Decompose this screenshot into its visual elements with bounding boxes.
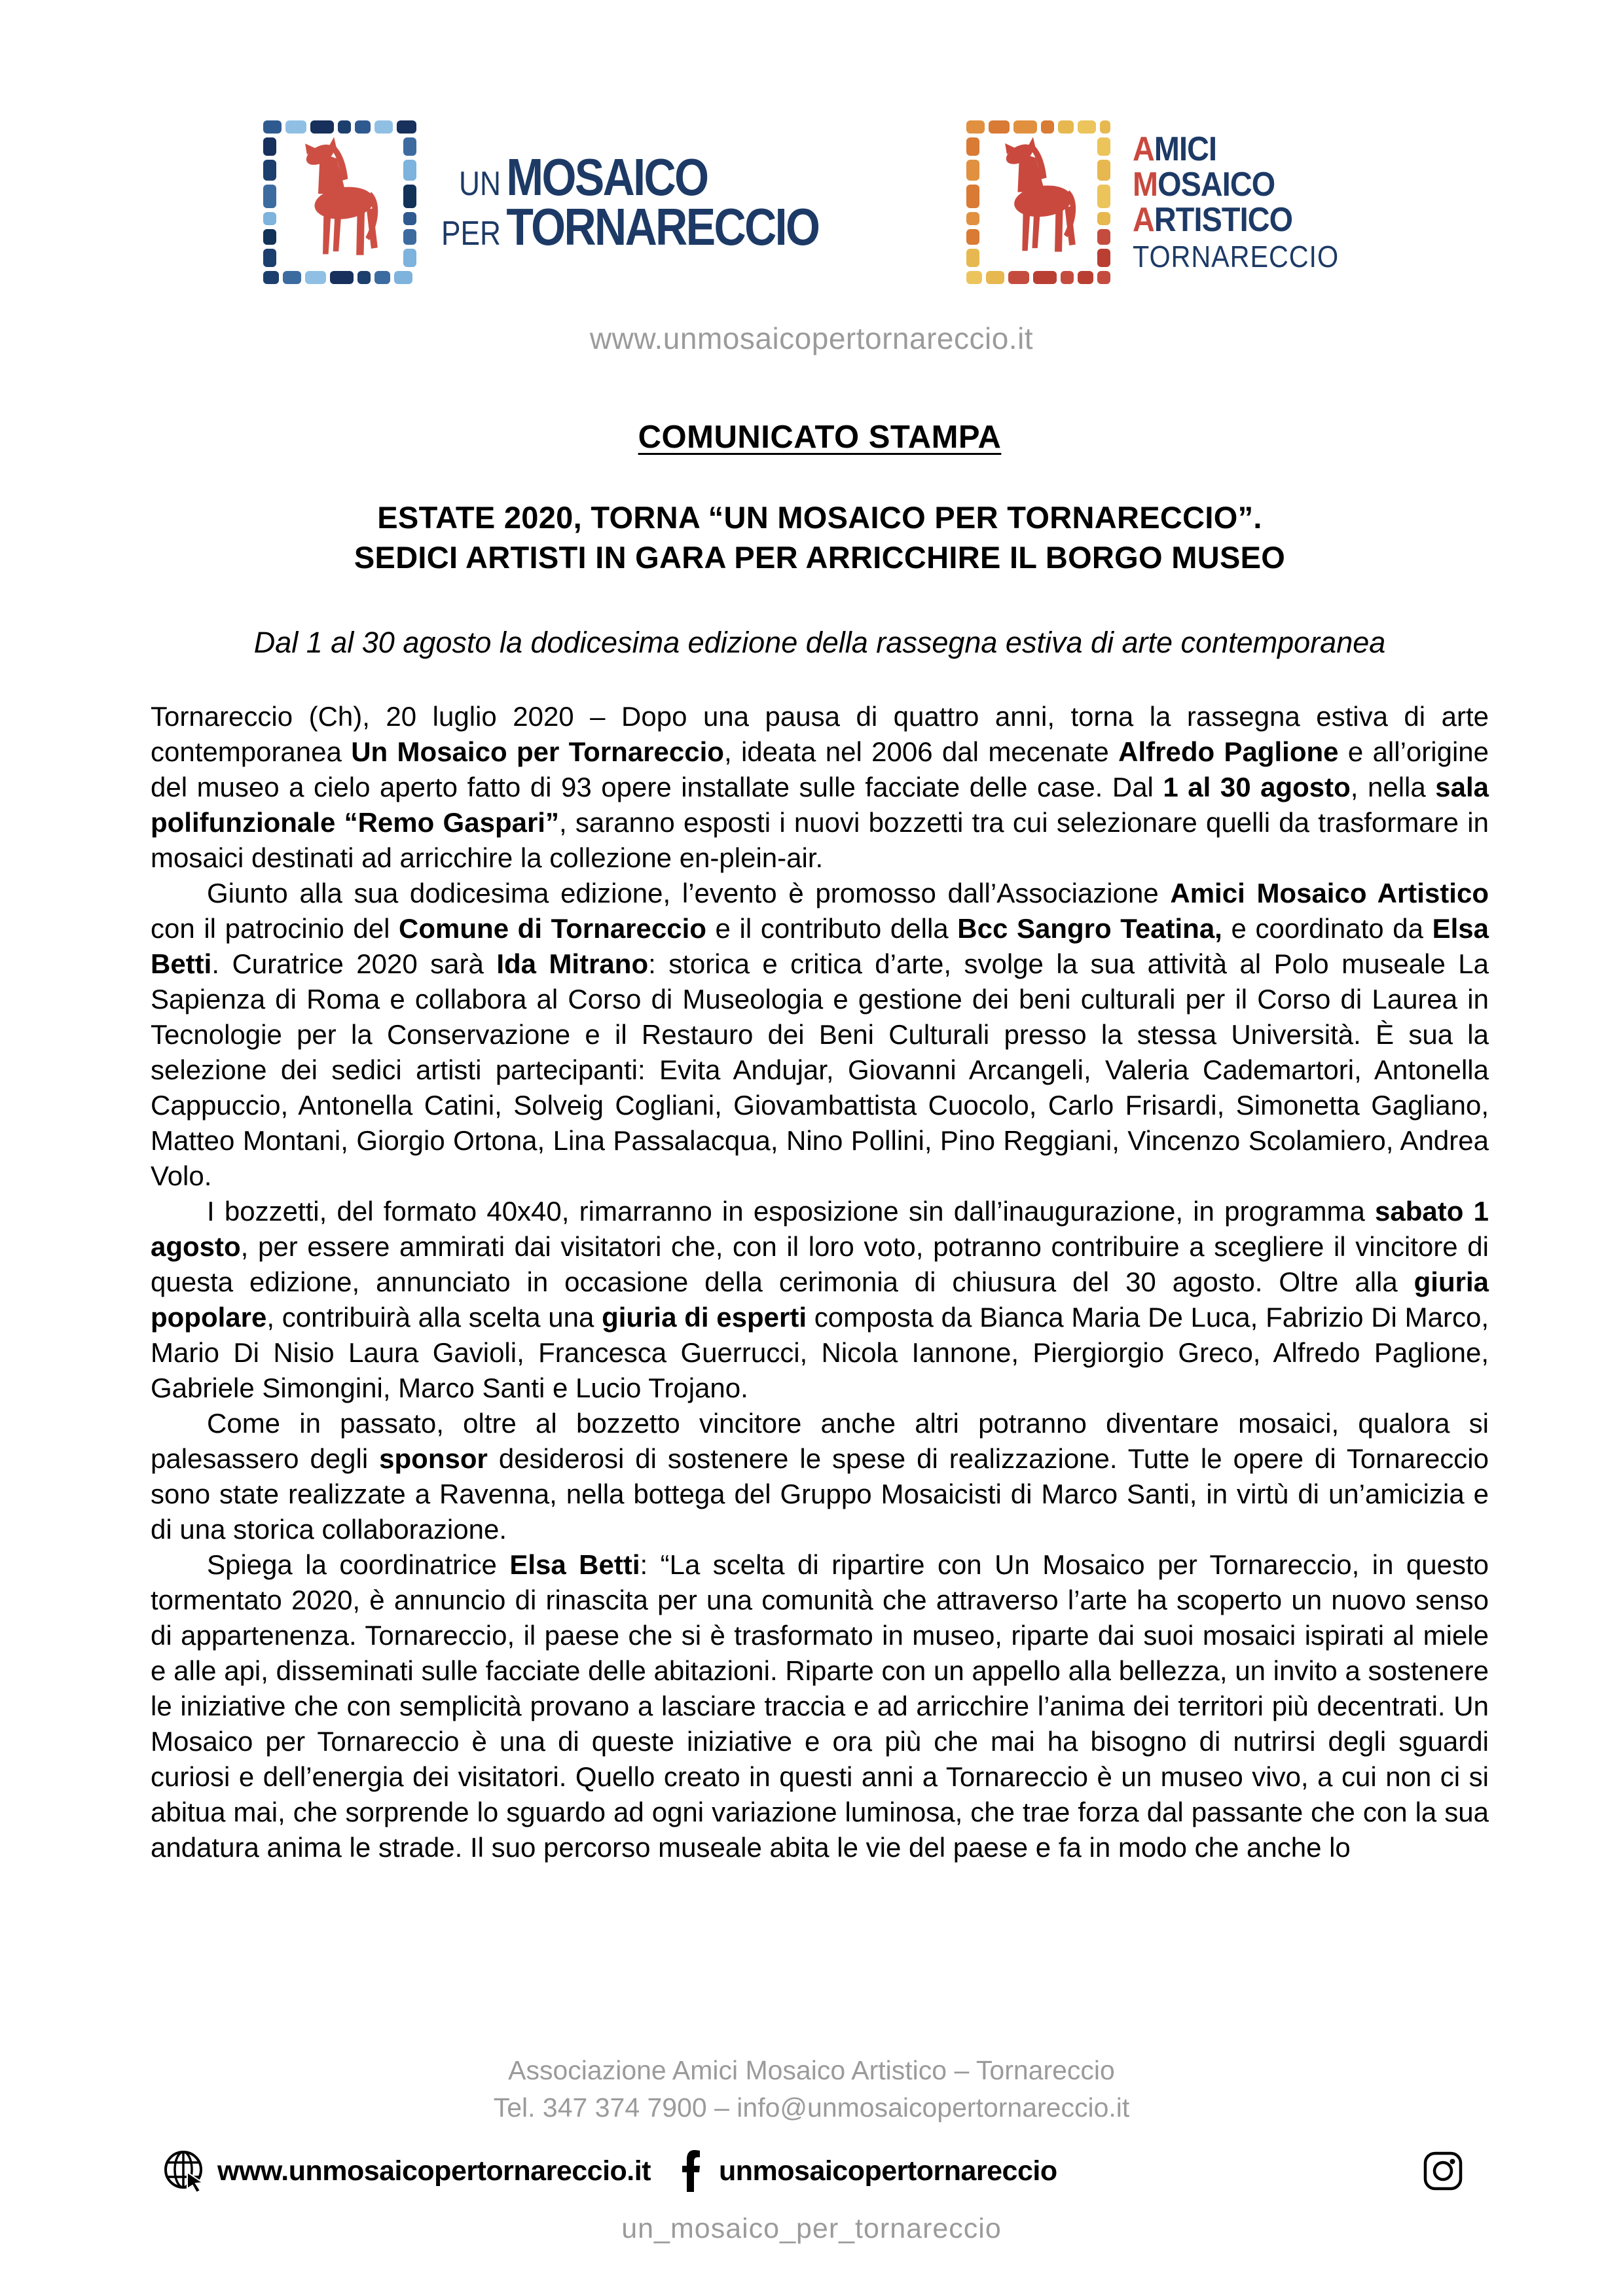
wordmark-un-mosaico xyxy=(441,148,819,256)
paragraph-4: Come in passato, oltre al bozzetto vincitore anche altri potranno diventare mosaici, qualora si palesassero degli sponsor desiderosi di sostenere le spese di realizzazione. Tutte le opere di Tornareccio sono state realizzate a Ravenna, nella bottega del Gruppo Mosaicisti di Marco Santi, in virtù di un’amicizia e di una storica collaborazione. xyxy=(151,1408,1489,1545)
document-content xyxy=(0,419,1623,1865)
ama-rest: OSAICO xyxy=(1158,166,1275,204)
wordmark-per: PER xyxy=(441,215,501,253)
paragraph-3: I bozzetti, del formato 40x40, rimarranno in esposizione sin dall’inaugurazione, in programma sabato 1 agosto, per essere ammirati dai visitatori che, con il loro voto, potranno contribuire a scegliere il vincitore di questa edizione, annunciato in occasione della cerimonia di chiusura del 30 agosto. Oltre alla giuria popolare, contribuirà alla scelta una giuria di esperti composta da Bianca Maria De Luca, Fabrizio Di Marco, Mario Di Nisio Laura Gavioli, Francesca Guerrucci, Nicola Iannone, Piergiorgio Greco, Alfredo Paglione, Gabriele Simongini, Marco Santi e Lucio Trojano. xyxy=(151,1196,1489,1403)
globe-cursor-icon xyxy=(162,2149,207,2193)
headline-line-2: SEDICI ARTISTI IN GARA PER ARRICCHIRE IL BORGO MUSEO xyxy=(354,540,1286,575)
paragraph-5: Spiega la coordinatrice Elsa Betti: “La scelta di ripartire con Un Mosaico per Tornareccio, in questo tormentato 2020, è annuncio di rinascita per una comunità che attraverso l’arte ha scoperto un nuovo senso di appartenenza. Tornareccio, il paese che si è trasformato in museo, riparte dai suoi mosaici ispirati al miele e alle api, disseminati sulle facciate delle abitazioni. Riparte con un appello alla bellezza, un invito a sostenere le iniziative che con semplicità provano a lasciare traccia e ad arricchire l’anima dei territori più decentrati. Un Mosaico per Tornareccio è una di queste iniziative e ora più che mai ha bisogno di nutrirsi degli sguardi curiosi e dell’energia dei visitatori. Quello creato in questi anni a Tornareccio è un museo vivo, a cui non ci si abitua mai, che sorprende lo sguardo ad ogni variazione luminosa, che trae forza dal passante che con la sua andatura anima le strade. Il suo percorso museale abita le vie del paese e fa in modo che anche lo xyxy=(151,1549,1489,1863)
ama-initial: A xyxy=(1133,201,1155,240)
red-horse-silhouette xyxy=(1003,137,1076,251)
footer-association xyxy=(0,2052,1623,2126)
wordmark-ama xyxy=(1133,132,1339,273)
subtitle: Dal 1 al 30 agosto la dodicesima edizione della rassegna estiva di arte contemporanea xyxy=(253,626,1386,659)
ama-initial: A xyxy=(1133,130,1155,168)
footer xyxy=(0,2052,1623,2245)
wordmark-un: UN xyxy=(459,165,501,204)
header-website-url[interactable]: www.unmosaicopertornareccio.it xyxy=(589,321,1034,355)
logos-row xyxy=(0,118,1623,287)
mosaic-frame-blue xyxy=(261,118,419,287)
paragraph-2: Giunto alla sua dodicesima edizione, l’evento è promosso dall’Associazione Amici Mosaico Artistico con il patrocinio del Comune di Tornareccio e il contributo della Bcc Sangro Teatina, e coordinato da Elsa Betti. Curatrice 2020 sarà Ida Mitrano: storica e critica d’arte, svolge la sua attività al Polo museale La Sapienza di Roma e collabora al Corso di Museologia e gestione dei beni culturali per il Corso di Laurea in Tecnologie per la Conservazione e il Restauro dei Beni Culturali presso la stessa Università. È sua la selezione dei sedici artisti partecipanti: Evita Andujar, Giovanni Arcangeli, Valeria Cademartori, Antonella Cappuccio, Antonella Catini, Solveig Cogliani, Giovambattista Cuocolo, Carlo Frisardi, Simonetta Gagliano, Matteo Montani, Giorgio Ortona, Lina Passalacqua, Nino Pollini, Pino Reggiani, Vincenzo Scolamiero, Andrea Volo. xyxy=(151,878,1489,1191)
facebook-f-icon xyxy=(681,2150,701,2192)
footer-website-link[interactable]: www.unmosaicopertornareccio.it xyxy=(217,2155,651,2187)
logo-un-mosaico xyxy=(261,118,885,287)
wordmark-mosaico: MOSAICO xyxy=(506,148,708,207)
body-text xyxy=(151,699,1489,1865)
red-horse-silhouette xyxy=(303,137,378,255)
logo-amici-mosaico-artistico xyxy=(964,118,1362,287)
kicker-comunicato-stampa: COMUNICATO STAMPA xyxy=(638,420,1002,455)
headline-line-1: ESTATE 2020, TORNA “UN MOSAICO PER TORNARECCIO”. xyxy=(377,500,1262,535)
ama-initial: M xyxy=(1133,166,1158,204)
footer-contact-line: Tel. 347 374 7900 – info@unmosaicopertornareccio.it xyxy=(493,2092,1130,2123)
ama-subline: TORNARECCIO xyxy=(1133,240,1340,274)
footer-association-name: Associazione Amici Mosaico Artistico – Tornareccio xyxy=(508,2055,1115,2085)
headline xyxy=(151,497,1489,577)
ama-rest: MICI xyxy=(1154,130,1217,168)
wordmark-tornareccio: TORNARECCIO xyxy=(506,198,819,256)
header xyxy=(0,118,1623,356)
instagram-icon[interactable] xyxy=(1423,2151,1463,2191)
footer-instagram-handle[interactable]: un_mosaico_per_tornareccio xyxy=(621,2213,1002,2244)
paragraph-1: Tornareccio (Ch), 20 luglio 2020 – Dopo una pausa di quattro anni, torna la rassegna estiva di arte contemporanea Un Mosaico per Tornareccio, ideata nel 2006 dal mecenate Alfredo Paglione e all’origine del museo a cielo aperto fatto di 93 opere installate sulle facciate delle case. Dal 1 al 30 agosto, nella sala polifunzionale “Remo Gaspari”, saranno esposti i nuovi bozzetti tra cui selezionare quelli da trasformare in mosaici destinati ad arricchire la collezione en-plein-air. xyxy=(151,701,1489,873)
ama-rest: RTISTICO xyxy=(1154,201,1293,240)
footer-facebook-link[interactable]: unmosaicopertornareccio xyxy=(719,2155,1057,2187)
mosaic-frame-warm xyxy=(964,118,1113,287)
footer-links-row xyxy=(0,2149,1623,2193)
